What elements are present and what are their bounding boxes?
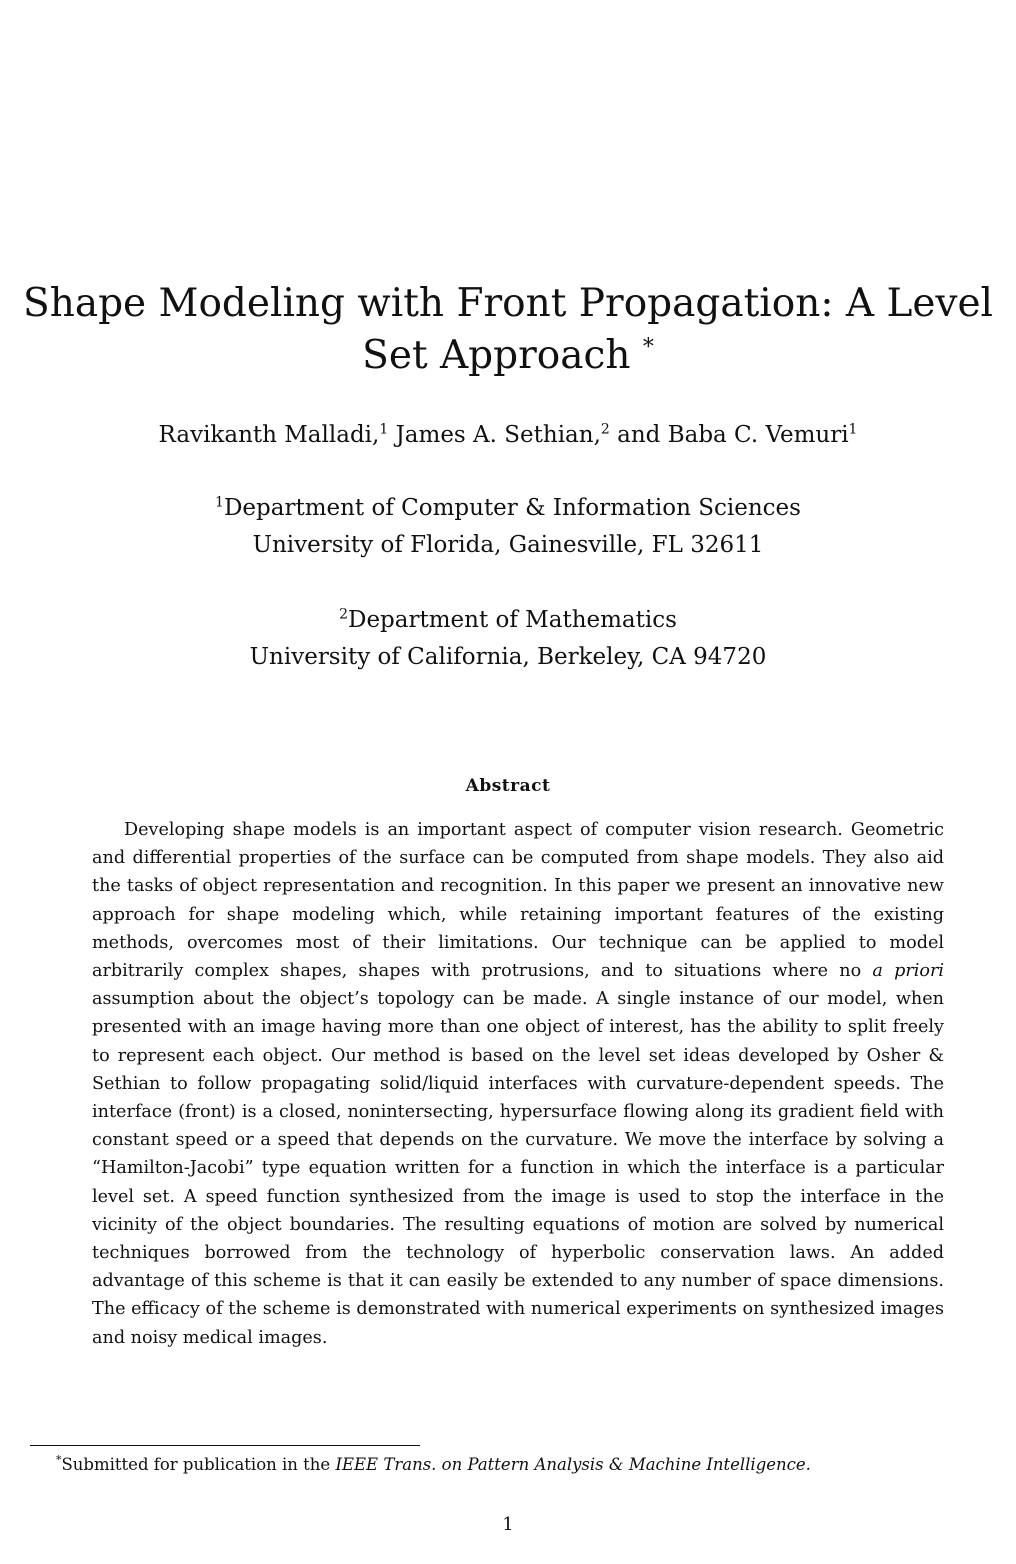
affiliation-institution: University of California, Berkeley, CA 94720 <box>249 644 767 670</box>
abstract-heading: Abstract <box>465 776 551 796</box>
paper-title <box>0 278 1016 382</box>
author-affiliation-mark: 1 <box>848 421 858 438</box>
abstract-text <box>92 816 944 1352</box>
affiliation-2 <box>0 602 1016 676</box>
author-list <box>0 420 1016 450</box>
title-line-1: Shape Modeling with Front Propagation: A Level <box>22 281 994 326</box>
title-footnote-mark: * <box>642 335 654 360</box>
author-affiliation-mark: 2 <box>600 421 610 438</box>
author-name: and Baba C. Vemuri <box>617 422 849 448</box>
title-line-2: Set Approach <box>362 333 631 378</box>
affiliation-department: Department of Mathematics <box>348 607 677 633</box>
footnote-divider <box>30 1445 420 1446</box>
author-affiliation-mark: 1 <box>379 421 389 438</box>
abstract-text-part-2: assumption about the object’s topology can be made. A single instance of our model, when presented with an image having more than one object of interest, has the ability to split freely to represent each object. Our method is based on the level set ideas developed by Osher & Sethian to follow propagating solid/liquid interfaces with curvature-dependent speeds. The interface (front) is a closed, nonintersecting, hypersurface flowing along its gradient field with constant speed or a speed that depends on the curvature. We move the interface by solving a “Hamilton-Jacobi” type equation written for a function in which the interface is a particular level set. A speed function synthesized from the image is used to stop the interface in the vicinity of the object boundaries. The resulting equations of motion are solved by numerical techniques borrowed from the technology of hyperbolic conservation laws. An added advantage of this scheme is that it can easily be extended to any number of space dimensions. The efficacy of the scheme is demonstrated with numerical experiments on synthesized images and noisy medical images. <box>92 989 944 1348</box>
affiliation-mark: 1 <box>215 494 224 511</box>
footnote-journal: IEEE Trans. on Pattern Analysis & Machine Intelligence. <box>335 1455 811 1474</box>
author-name: Ravikanth Malladi, <box>158 422 380 448</box>
footnote-mark: * <box>56 1453 62 1467</box>
page-number: 1 <box>502 1514 514 1535</box>
author-name: James A. Sethian, <box>395 422 601 448</box>
abstract-italic-phrase: a priori <box>872 961 945 982</box>
affiliation-institution: University of Florida, Gainesville, FL 32611 <box>252 532 764 558</box>
affiliation-mark: 2 <box>339 606 348 623</box>
footnote-text: Submitted for publication in the <box>61 1455 331 1474</box>
affiliation-1 <box>0 490 1016 564</box>
footnote <box>56 1454 996 1476</box>
affiliation-department: Department of Computer & Information Sciences <box>223 495 801 521</box>
abstract-text-part-1: Developing shape models is an important aspect of computer vision research. Geometric and differential properties of the surface can be computed from shape models. They also aid the tasks of object representation and recognition. In this paper we present an innovative new approach for shape modeling which, while retaining important features of the existing methods, overcomes most of their limitations. Our technique can be applied to model arbitrarily complex shapes, shapes with protrusions, and to situations where no <box>92 820 944 982</box>
